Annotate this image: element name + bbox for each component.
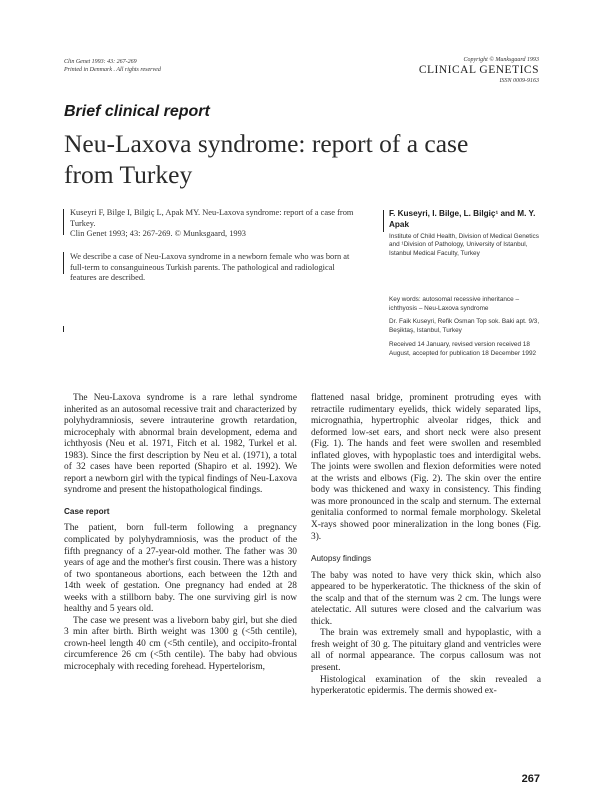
citation-block bbox=[70, 208, 362, 240]
key-words: Key words: autosomal recessive inheritance – ichthyosis – Neu-Laxova syndrome bbox=[389, 296, 520, 312]
correspondence: Dr. Faik Kuseyri, Refik Osman Top sok. Baki apt. 9/3, Beşiktaş, Istanbul, Turkey bbox=[389, 318, 540, 334]
page-number: 267 bbox=[521, 773, 540, 785]
margin-mark bbox=[63, 326, 64, 332]
paragraph-intro: The Neu-Laxova syndrome is a rare lethal syndrome inherited as an autosomal recessive trait and characterized by polyhydramniosis, severe intrauterine growth retardation, microcephaly with abnormal brain development, edema and ichthyosis (Neu et al. 1971, Fitch et al. 1982, Turkel et al. 1983). Since the first description by Neu et al. (1971), a total of 32 cases have been reported (Shapiro et al. 1992). We report a newborn girl with the typical findings of Neu-Laxova syndrome and present the histopathological findings. bbox=[64, 393, 297, 496]
paragraph-autopsy-3: Histological examination of the skin revealed a hyperkeratotic epidermis. The dermis showed ex- bbox=[311, 674, 541, 697]
abstract: We describe a case of Neu-Laxova syndrome in a newborn female who was born at full-term to consanguineous Turkish parents. The pathological and radiological features are described. bbox=[70, 252, 350, 283]
header-rights: Printed in Denmark . All rights reserved bbox=[64, 67, 161, 73]
received-dates: Received 14 January, revised version received 18 August, accepted for publication 18 December 1992 bbox=[389, 341, 537, 357]
paragraph-autopsy-1: The baby was noted to have very thick skin, which also appeared to be hyperkeratotic. The thickness of the skin of the scalp and that of the sternum was 2 cm. The lungs were atelectatic. All sutures were closed and the calvarium was thick. bbox=[311, 570, 541, 627]
heading-autopsy: Autopsy findings bbox=[311, 554, 372, 564]
journal-name: CLINICAL GENETICS bbox=[418, 64, 539, 76]
heading-case-report: Case report bbox=[64, 506, 110, 516]
article-title: Neu-Laxova syndrome: report of a case from Turkey bbox=[64, 129, 469, 189]
authors-bar bbox=[383, 210, 384, 232]
author-list: F. Kuseyri, I. Bilge, L. Bilgiç¹ and M. Y. Apak bbox=[389, 209, 536, 229]
citation-bar bbox=[63, 209, 64, 235]
citation-source: Clin Genet 1993; 43: 267-269. © Munksgaard, 1993 bbox=[70, 229, 246, 239]
running-header-left bbox=[64, 58, 264, 74]
header-issn: ISSN 0009-9163 bbox=[499, 78, 539, 84]
header-copyright: Copyright © Munksgaard 1993 bbox=[463, 57, 539, 63]
citation-line: Kuseyri F, Bilge I, Bilgiç L, Apak MY. Neu-Laxova syndrome: report of a case from Turkey. bbox=[70, 208, 354, 228]
affiliation: Institute of Child Health, Division of Medical Genetics and ¹Division of Pathology, University of Istanbul, Istanbul Medical Faculty, Turkey bbox=[389, 233, 539, 257]
header-citation: Clin Genet 1993: 43: 267-269 bbox=[64, 59, 137, 65]
body-column-right bbox=[311, 393, 541, 698]
body-column-left bbox=[64, 393, 297, 674]
section-type: Brief clinical report bbox=[64, 103, 210, 120]
paragraph-case-3: flattened nasal bridge, prominent protruding eyes with retractile rudimentary eyelids, thick widely separated lips, micrognathia, hypertrophic alveolar ridges, thick and deformed low-set ears, and short neck were also present (Fig. 1). The hands and feet were swollen and resembled inflated gloves, with hypoplastic toes and interdigital webs. The joints were swollen and flexion deformities were noted at the wrists and elbows (Fig. 2). The skin over the entire body was thickened and waxy in consistency. This finding was more pronounced in the scalp and sternum. The external genitalia conformed to normal female morphology. Skeletal X-rays showed poor mineralization in the long bones (Fig. 3). bbox=[311, 393, 541, 542]
paragraph-case-2: The case we present was a liveborn baby girl, but she died 3 min after birth. Birth weight was 1300 g (<5th centile), crown-heel length 40 cm (<5th centile), and occipito-frontal circumference 26 cm (<5th centile). The baby had obvious microcephaly with receding forehead. Hypertelorism, bbox=[64, 615, 297, 673]
paragraph-case-1: The patient, born full-term following a pregnancy complicated by polyhydramniosis, was the product of the fifth pregnancy of a 27-year-old mother. The father was 30 years of age and the mother's first cousin. There was a history of two spontaneous abortions, each between the 12th and 14th week of gestation. One pregnancy had ended at 28 weeks with a stillborn baby. The one surviving girl is now healthy and 5 years old. bbox=[64, 523, 297, 615]
running-header-right bbox=[339, 56, 539, 85]
paragraph-autopsy-2: The brain was extremely small and hypoplastic, with a fresh weight of 30 g. The pituitary gland and ventricles were all of normal appearance. The corpus callosum was not present. bbox=[311, 628, 541, 674]
abstract-bar bbox=[63, 252, 64, 274]
